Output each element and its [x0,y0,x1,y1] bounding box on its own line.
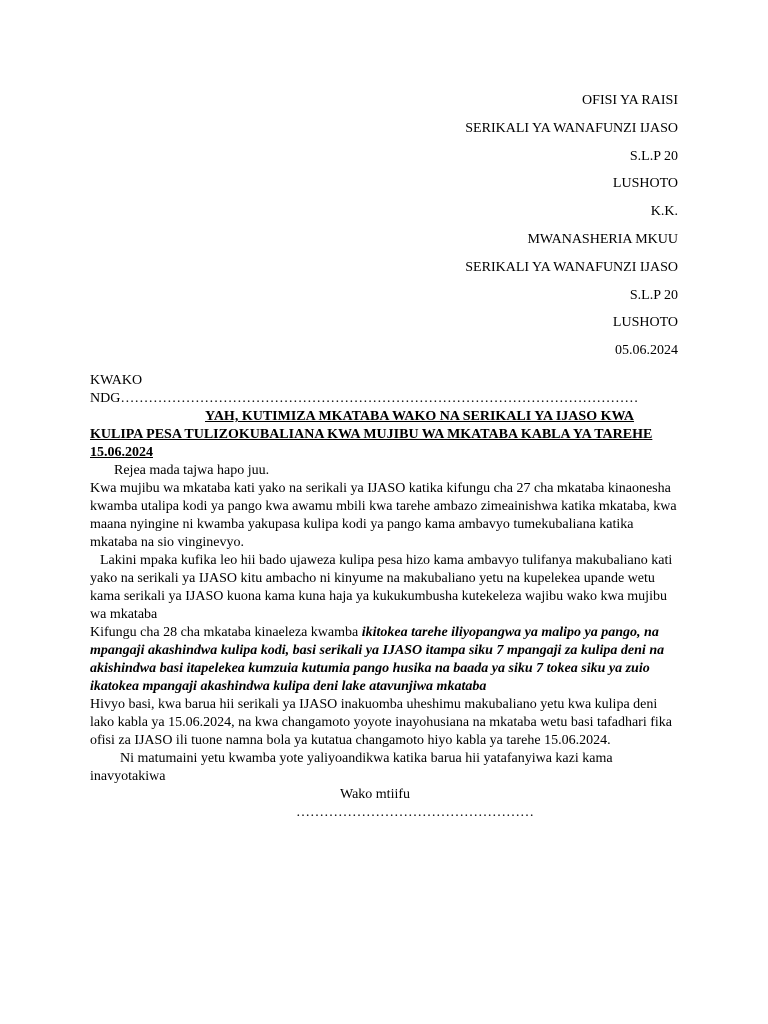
address-line: LUSHOTO [612,315,678,331]
address-line: OFISI YA RAISI [582,93,678,108]
address-line: SERIKALI YA WANAFUNZI IJASO [465,120,678,136]
paragraph-contract: Kwa mujibu wa mkataba kati yako na serikali ya IJASO katika kifungu cha 27 cha mkataba kinaonesha kwamba utalipa kodi ya pango kwa awamu mbili kwa tarehe ambazo zimeainishwa katika mkataba, kwa maana nyingine ni kwamba yakupasa kulipa kodi ya pango kama ambavyo tumekubaliana katika mkataba na sio vinginevyo. [90,481,677,550]
paragraph-reference: Rejea mada tajwa hapo juu. [114,463,270,478]
address-line: K.K. [650,204,678,220]
paragraph-reminder: Lakini mpaka kufika leo hii bado ujaweza kulipa pesa hizo kama ambavyo tulifanya makubaliano kati yako na serikali ya IJASO kitu ambacho ni kinyume na makubaliano yetu na kupelekea upande wetu kama serikali ya IJASO kuona kama kuna haja ya kukukumbusha kutekeleza wajibu wako kwa mujibu wa mkataba [90,553,673,622]
clause-quote: ikitokea tarehe iliyopangwa ya malipo ya pango, na mpangaji akashindwa kulipa kodi, basi serikali ya IJASO itampa siku 7 mpangaji za kulipa deni na akishindwa basi itapelekea kumzuia kutumia pango husika na baada ya siku 7 tokea siku ya zuio ikatokea mpangaji akashindwa kulipa deni lake atavunjiwa mkataba [90,625,665,694]
paragraph-clause-28 [90,624,680,696]
address-block [278,92,678,370]
clause-intro: Kifungu cha 28 cha mkataba kinaeleza kwamba [90,625,362,640]
letter-subject: YAH, KUTIMIZA MKATABA WAKO NA SERIKALI YA IJASO KWA KULIPA PESA TULIZOKUBALIANA KWA MUJIBU WA MKATABA KABLA YA TAREHE 15.06.2024 [90,409,653,460]
address-line: S.L.P 20 [629,148,678,164]
address-line: MWANASHERIA MKUU [527,231,678,247]
salutation-ndg: NDG………………………………………………………………………………………………… [90,391,639,406]
paragraph-hope: Ni matumaini yetu kwamba yote yaliyoandikwa katika barua hii yatafanyiwa kazi kama inavyotakiwa [90,751,613,784]
letter-date: 05.06.2024 [615,343,678,359]
letter-body [90,372,680,822]
address-line: S.L.P 20 [629,287,678,303]
salutation-kwako: KWAKO [90,373,143,388]
address-line: SERIKALI YA WANAFUNZI IJASO [465,259,678,275]
sign-off: Wako mtiifu [339,787,411,802]
paragraph-request: Hivyo basi, kwa barua hii serikali ya IJASO inakuomba uheshimu makubaliano yetu kwa kulipa deni lako kabla ya 15.06.2024, na kwa changamoto yoyote inayohusiana na mkataba wetu basi tafadhari fika ofisi za IJASO ili tuone namna bola ya kutatua changamoto hiyo kabla ya tarehe 15.06.2024. [90,697,672,748]
signature-line: …………………………………………… [296,805,534,820]
address-line: LUSHOTO [612,176,678,192]
